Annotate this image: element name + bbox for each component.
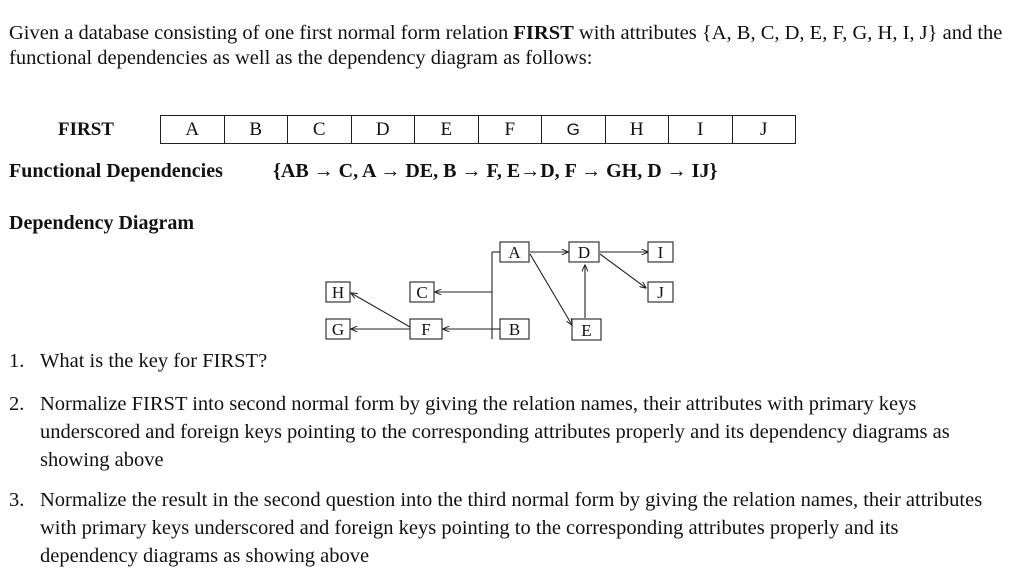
node-a: A [508, 243, 521, 262]
question-1 [9, 347, 999, 375]
attribute-cell: G [542, 116, 606, 144]
node-g: G [331, 320, 345, 339]
question-2 [9, 390, 999, 474]
question-number: 3. [9, 489, 25, 511]
node-d: D [577, 243, 591, 262]
arrow-a-to-e [530, 254, 572, 325]
attribute-cell: A [161, 116, 225, 144]
node-f: F [421, 320, 431, 339]
dependency-diagram-label: Dependency Diagram [9, 212, 194, 234]
question-number: 2. [9, 393, 25, 415]
node-b: B [508, 320, 521, 339]
intro-text-start: Given a database consisting of one first normal form relation [9, 22, 514, 44]
intro-relation-name: FIRST [513, 22, 574, 44]
node-c: C [416, 283, 428, 302]
node-j: J [657, 283, 664, 302]
arrow-d-to-j [600, 254, 646, 288]
arrow-f-to-h [351, 293, 410, 327]
node-i: I [657, 243, 664, 262]
attribute-cell: J [732, 116, 796, 144]
question-text: Normalize the result in the second question into the third normal form by giving the relation names, their attributes with primary keys underscored and foreign keys pointing to the corresponding attributes properly and its dependency diagrams as showing above [40, 489, 983, 567]
functional-dependencies-text: {AB → C, A → DE, B → F, E→D, F → GH, D → IJ} [273, 160, 718, 182]
question-text: What is the key for FIRST? [40, 350, 268, 372]
relation-name: FIRST [58, 119, 114, 140]
attribute-cell: I [669, 116, 733, 144]
attribute-cell: H [605, 116, 669, 144]
functional-dependencies-label: Functional Dependencies [9, 160, 223, 182]
question-number: 1. [9, 350, 25, 372]
attribute-cell: E [415, 116, 479, 144]
attribute-cell: D [351, 116, 415, 144]
node-e: E [581, 321, 592, 340]
attribute-cell: B [224, 116, 288, 144]
attribute-cell: C [288, 116, 352, 144]
node-h: H [331, 283, 345, 302]
question-3 [9, 486, 999, 570]
intro-text-end: with attributes {A, B, C, D, E, F, G, H, I, J} and the functional dependencies as well as the dependency diagram as follows: [9, 22, 1003, 69]
attribute-cell: F [478, 116, 542, 144]
question-text: Normalize FIRST into second normal form by giving the relation names, their attributes with primary keys underscored and foreign keys pointing to the corresponding attributes properly and its dependency diagrams as showing above [40, 393, 950, 471]
